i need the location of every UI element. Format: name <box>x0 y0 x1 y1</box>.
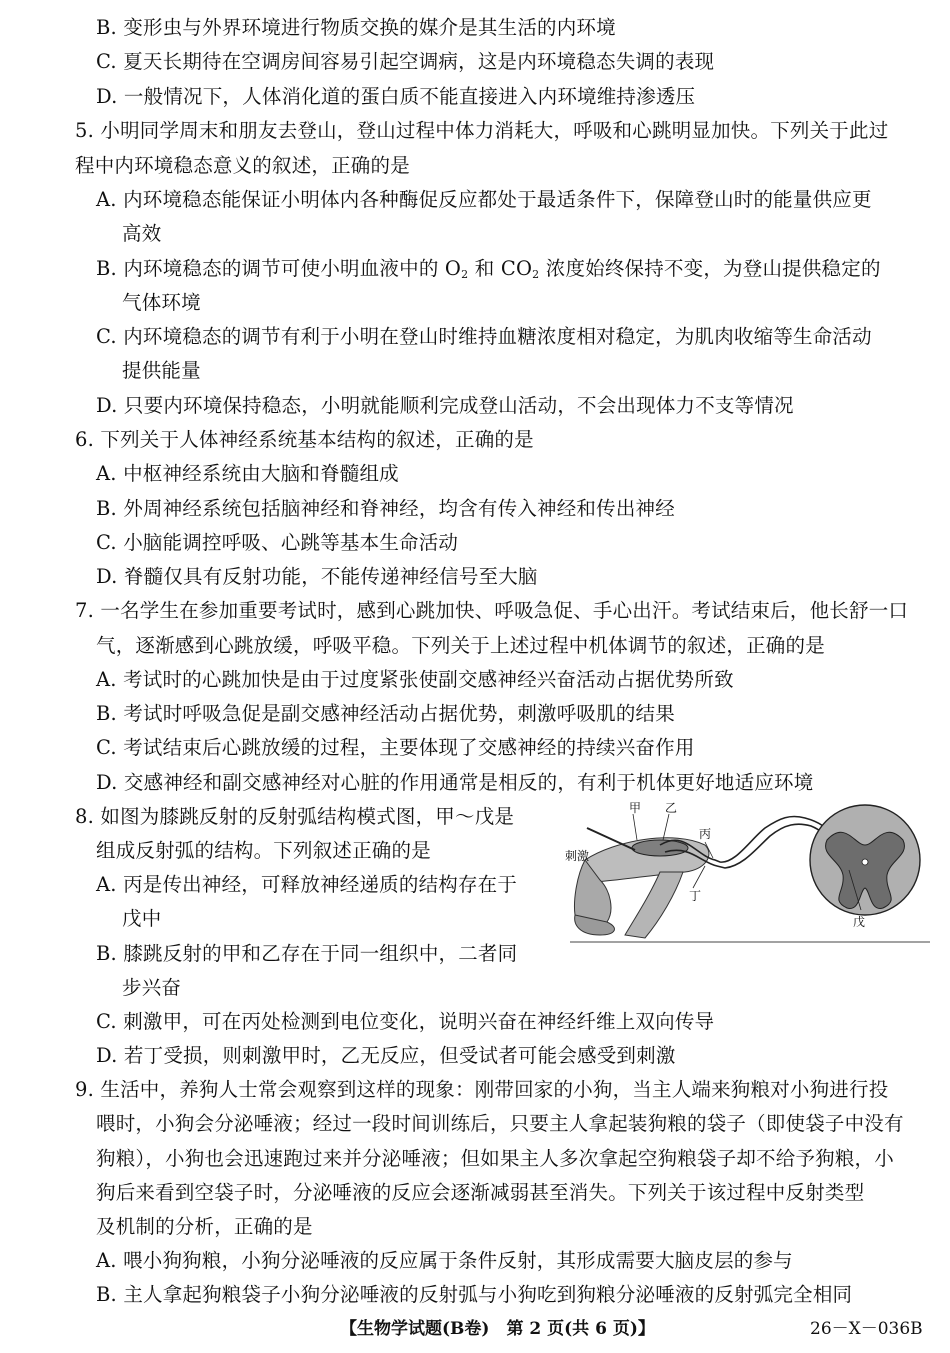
label-stimulus: 刺激 <box>565 849 590 863</box>
q6-option-a: A. 中枢神经系统由大脑和脊髓组成 <box>96 462 399 485</box>
subscript-2: 2 <box>461 268 469 281</box>
q5-option-b-line2: 气体环境 <box>122 291 201 314</box>
q8-option-a-line1: A. 丙是传出神经，可释放神经递质的结构存在于 <box>96 873 518 896</box>
label-jia: 甲 <box>629 801 642 815</box>
q5-option-b-line1 <box>96 256 881 288</box>
quadriceps-muscle <box>632 840 688 856</box>
q8-option-b-line1: B. 膝跳反射的甲和乙存在于同一组织中，二者同 <box>96 942 518 965</box>
central-canal <box>862 859 868 865</box>
q7-option-a: A. 考试时的心跳加快是由于过度紧张使副交感神经兴奋活动占据优势所致 <box>96 668 734 691</box>
stimulus-hammer <box>587 828 635 850</box>
q4-option-c: C. 夏天长期待在空调房间容易引起空调病，这是内环境稳态失调的表现 <box>96 50 715 73</box>
q4-option-d: D. 一般情况下，人体消化道的蛋白质不能直接进入内环境维持渗透压 <box>96 85 696 108</box>
q9-stem-line2: 喂时，小狗会分泌唾液；经过一段时间训练后，只要主人拿起装狗粮的袋子（即使袋子中没有 <box>96 1112 904 1135</box>
q6-stem: 6. 下列关于人体神经系统基本结构的叙述，正确的是 <box>75 428 534 451</box>
q8-option-a-line2: 戊中 <box>122 907 162 930</box>
label-yi: 乙 <box>665 801 678 815</box>
q7-option-c: C. 考试结束后心跳放缓的过程，主要体现了交感神经的持续兴奋作用 <box>96 736 695 759</box>
q5-option-a-line2: 高效 <box>122 222 162 245</box>
q8-stem-line2: 组成反射弧的结构。下列叙述正确的是 <box>96 839 431 862</box>
q7-stem-line2: 气，逐渐感到心跳放缓，呼吸平稳。下列关于上述过程中机体调节的叙述，正确的是 <box>96 634 825 657</box>
q8-option-d: D. 若丁受损，则刺激甲时，乙无反应，但受试者可能会感受到刺激 <box>96 1044 676 1067</box>
q7-option-d: D. 交感神经和副交感神经对心脏的作用通常是相反的，有利于机体更好地适应环境 <box>96 771 814 794</box>
q5-option-c-line1: C. 内环境稳态的调节有利于小明在登山时维持血糖浓度相对稳定，为肌肉收缩等生命活动 <box>96 325 872 348</box>
q9-stem-line4: 狗后来看到空袋子时，分泌唾液的反应会逐渐减弱甚至消失。下列关于该过程中反射类型 <box>96 1181 865 1204</box>
q8-stem-line1: 8. 如图为膝跳反射的反射弧结构模式图，甲～戊是 <box>75 805 515 828</box>
q5-option-d: D. 只要内环境保持稳态，小明就能顺利完成登山活动，不会出现体力不支等情况 <box>96 394 794 417</box>
footer-title: 【生物学试题(B卷) 第 2 页(共 6 页)】 <box>340 1319 655 1339</box>
q6-option-d: D. 脊髓仅具有反射功能，不能传递神经信号至大脑 <box>96 565 538 588</box>
q5-stem-line1: 5. 小明同学周末和朋友去登山，登山过程中体力消耗大，呼吸和心跳明显加快。下列关于此过 <box>75 119 889 142</box>
q5-option-a-line1: A. 内环境稳态能保证小明体内各种酶促反应都处于最适条件下，保障登山时的能量供应更 <box>96 188 872 211</box>
q7-option-b: B. 考试时呼吸急促是副交感神经活动占据优势，刺激呼吸肌的结果 <box>96 702 675 725</box>
pointer-jia <box>633 814 637 840</box>
label-wu: 戊 <box>853 915 866 929</box>
q4-option-b: B. 变形虫与外界环境进行物质交换的媒介是其生活的内环境 <box>96 16 616 39</box>
q6-option-b: B. 外周神经系统包括脑神经和脊神经，均含有传入神经和传出神经 <box>96 497 675 520</box>
q5-option-b-text2: 和 CO <box>468 257 533 280</box>
reflex-arc-figure <box>565 800 935 950</box>
q8-option-c: C. 刺激甲，可在丙处检测到电位变化，说明兴奋在神经纤维上双向传导 <box>96 1010 715 1033</box>
q9-stem-line3: 狗粮），小狗也会迅速跑过来并分泌唾液；但如果主人多次拿起空狗粮袋子却不给予狗粮，小 <box>96 1147 894 1170</box>
label-bing: 丙 <box>699 827 712 841</box>
q5-option-c-line2: 提供能量 <box>122 359 201 382</box>
footer-code: 26－X－036B <box>810 1319 923 1339</box>
q5-stem-line2: 程中内环境稳态意义的叙述，正确的是 <box>75 154 410 177</box>
support-leg-shape <box>625 872 683 938</box>
q8-option-b-line2: 步兴奋 <box>122 976 182 999</box>
q5-option-b-text1: B. 内环境稳态的调节可使小明血液中的 O <box>96 257 462 280</box>
q9-stem-line1: 9. 生活中，养狗人士常会观察到这样的现象：刚带回家的小狗，当主人端来狗粮对小狗进行投 <box>75 1078 889 1101</box>
label-ding: 丁 <box>689 889 702 903</box>
q6-option-c: C. 小脑能调控呼吸、心跳等基本生命活动 <box>96 531 459 554</box>
q9-stem-line5: 及机制的分析，正确的是 <box>96 1215 313 1238</box>
q9-option-a: A. 喂小狗狗粮，小狗分泌唾液的反应属于条件反射，其形成需要大脑皮层的参与 <box>96 1249 793 1272</box>
q7-stem-line1: 7. 一名学生在参加重要考试时，感到心跳加快、呼吸急促、手心出汗。考试结束后，他长舒一口 <box>75 599 909 622</box>
q5-option-b-text3: 浓度始终保持不变，为登山提供稳定的 <box>539 257 881 280</box>
subscript-2: 2 <box>532 268 540 281</box>
q9-option-b: B. 主人拿起狗粮袋子小狗分泌唾液的反射弧与小狗吃到狗粮分泌唾液的反射弧完全相同 <box>96 1283 853 1306</box>
pointer-yi <box>663 814 669 840</box>
